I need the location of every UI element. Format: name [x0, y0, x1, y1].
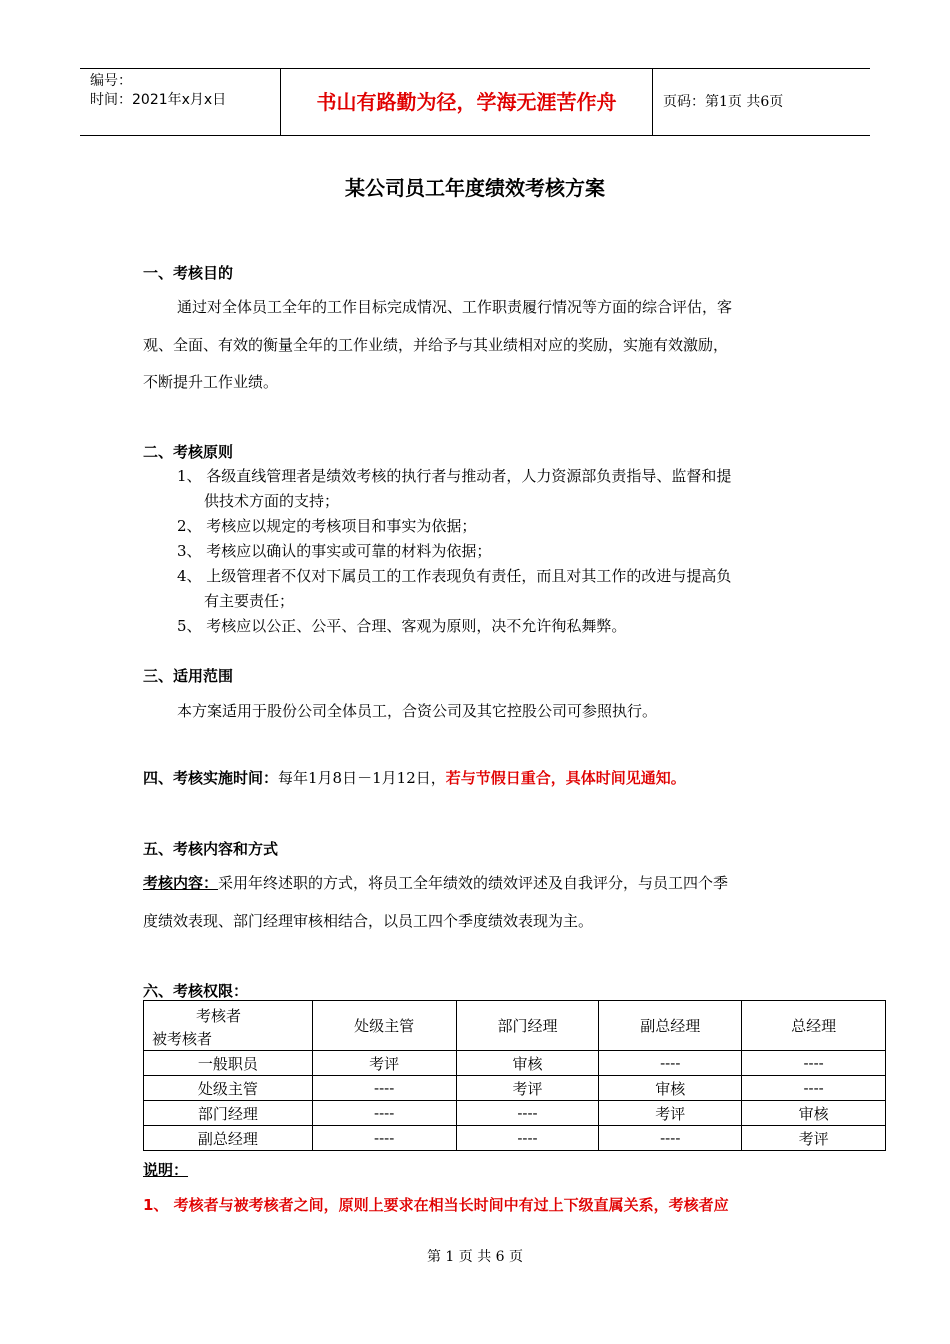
section-4-red-text: 若与节假日重合，具体时间见通知。 — [445, 769, 686, 787]
table-header-row — [144, 1001, 886, 1051]
table-cell: 审核 — [742, 1101, 886, 1126]
table-cell: ---- — [312, 1101, 456, 1126]
section-3-heading: 三、适用范围 — [143, 667, 234, 685]
column-header: 总经理 — [742, 1001, 886, 1051]
table-cell: 考评 — [456, 1076, 599, 1101]
section-3-text: 本方案适用于股份公司全体员工，合资公司及其它控股公司可参照执行。 — [177, 702, 658, 720]
section-5-line1: 采用年终述职的方式，将员工全年绩效的绩效评述及自我评分，与员工四个季 — [218, 874, 729, 892]
row-label: 副总经理 — [144, 1126, 313, 1151]
table-cell: ---- — [742, 1076, 886, 1101]
column-header: 部门经理 — [456, 1001, 599, 1051]
principle-item: 2、 考核应以规定的考核项目和事实为依据； — [177, 517, 477, 535]
note-label: 说明： — [143, 1161, 189, 1179]
table-row — [144, 1051, 886, 1076]
header-motto: 书山有路勤为径，学海无涯苦作舟 — [280, 69, 653, 135]
permission-table — [143, 1000, 886, 1151]
section-4-heading: 四、考核实施时间： — [143, 769, 279, 787]
section-6-heading: 六、考核权限： — [143, 982, 249, 1000]
section-1-line: 不断提升工作业绩。 — [143, 373, 279, 391]
section-5-label: 考核内容： — [143, 874, 219, 892]
table-row — [144, 1101, 886, 1126]
principle-item: 5、 考核应以公正、公平、合理、客观为原则，决不允许徇私舞弊。 — [177, 617, 627, 635]
page-footer: 第 1 页 共 6 页 — [426, 1249, 524, 1265]
header-page-info: 页码：第1页 共6页 — [663, 94, 784, 110]
section-1-line: 观、全面、有效的衡量全年的工作业绩，并给予与其业绩相对应的奖励，实施有效激励， — [143, 336, 729, 354]
table-row — [144, 1076, 886, 1101]
table-cell: 考评 — [599, 1101, 742, 1126]
table-cell: 考评 — [742, 1126, 886, 1151]
corner-bottom-label: 被考核者 — [152, 1030, 213, 1048]
section-4-text: 每年1月8日－1月12日， — [278, 769, 446, 787]
table-cell: ---- — [456, 1101, 599, 1126]
principle-item: 1、 各级直线管理者是绩效考核的执行者与推动者，人力资源部负责指导、监督和提 — [177, 467, 732, 485]
table-cell: ---- — [312, 1126, 456, 1151]
column-header: 副总经理 — [599, 1001, 742, 1051]
header-date-label: 时间：2021年x月x日 — [90, 92, 227, 108]
note-red-text: 1、 考核者与被考核者之间，原则上要求在相当长时间中有过上下级直属关系，考核者应 — [143, 1196, 729, 1214]
section-5-line — [143, 872, 728, 893]
row-label: 部门经理 — [144, 1101, 313, 1126]
table-cell: 审核 — [456, 1051, 599, 1076]
principle-item: 供技术方面的支持； — [204, 492, 340, 510]
principle-item: 4、 上级管理者不仅对下属员工的工作表现负有责任，而且对其工作的改进与提高负 — [177, 567, 732, 585]
section-2-heading: 二、考核原则 — [143, 443, 234, 461]
principle-item: 有主要责任； — [204, 592, 295, 610]
table-cell: ---- — [312, 1076, 456, 1101]
table-row — [144, 1126, 886, 1151]
corner-top-label: 考核者 — [196, 1007, 242, 1025]
table-cell: 审核 — [599, 1076, 742, 1101]
table-cell: ---- — [599, 1051, 742, 1076]
table-cell: 考评 — [312, 1051, 456, 1076]
section-5-line2: 度绩效表现、部门经理审核相结合，以员工四个季度绩效表现为主。 — [143, 912, 594, 930]
table-corner-cell — [144, 1001, 313, 1051]
section-5-heading: 五、考核内容和方式 — [143, 840, 279, 858]
column-header: 处级主管 — [312, 1001, 456, 1051]
section-1-heading: 一、考核目的 — [143, 264, 234, 282]
header-number-label: 编号： — [90, 73, 132, 89]
table-cell: ---- — [599, 1126, 742, 1151]
row-label: 一般职员 — [144, 1051, 313, 1076]
document-title: 某公司员工年度绩效考核方案 — [345, 176, 605, 200]
table-cell: ---- — [742, 1051, 886, 1076]
row-label: 处级主管 — [144, 1076, 313, 1101]
section-4-line — [143, 767, 686, 788]
section-1-line: 通过对全体员工全年的工作目标完成情况、工作职责履行情况等方面的综合评估，客 — [177, 298, 733, 316]
document-header — [80, 68, 870, 136]
principle-item: 3、 考核应以确认的事实或可靠的材料为依据； — [177, 542, 492, 560]
header-meta — [80, 69, 280, 135]
table-cell: ---- — [456, 1126, 599, 1151]
